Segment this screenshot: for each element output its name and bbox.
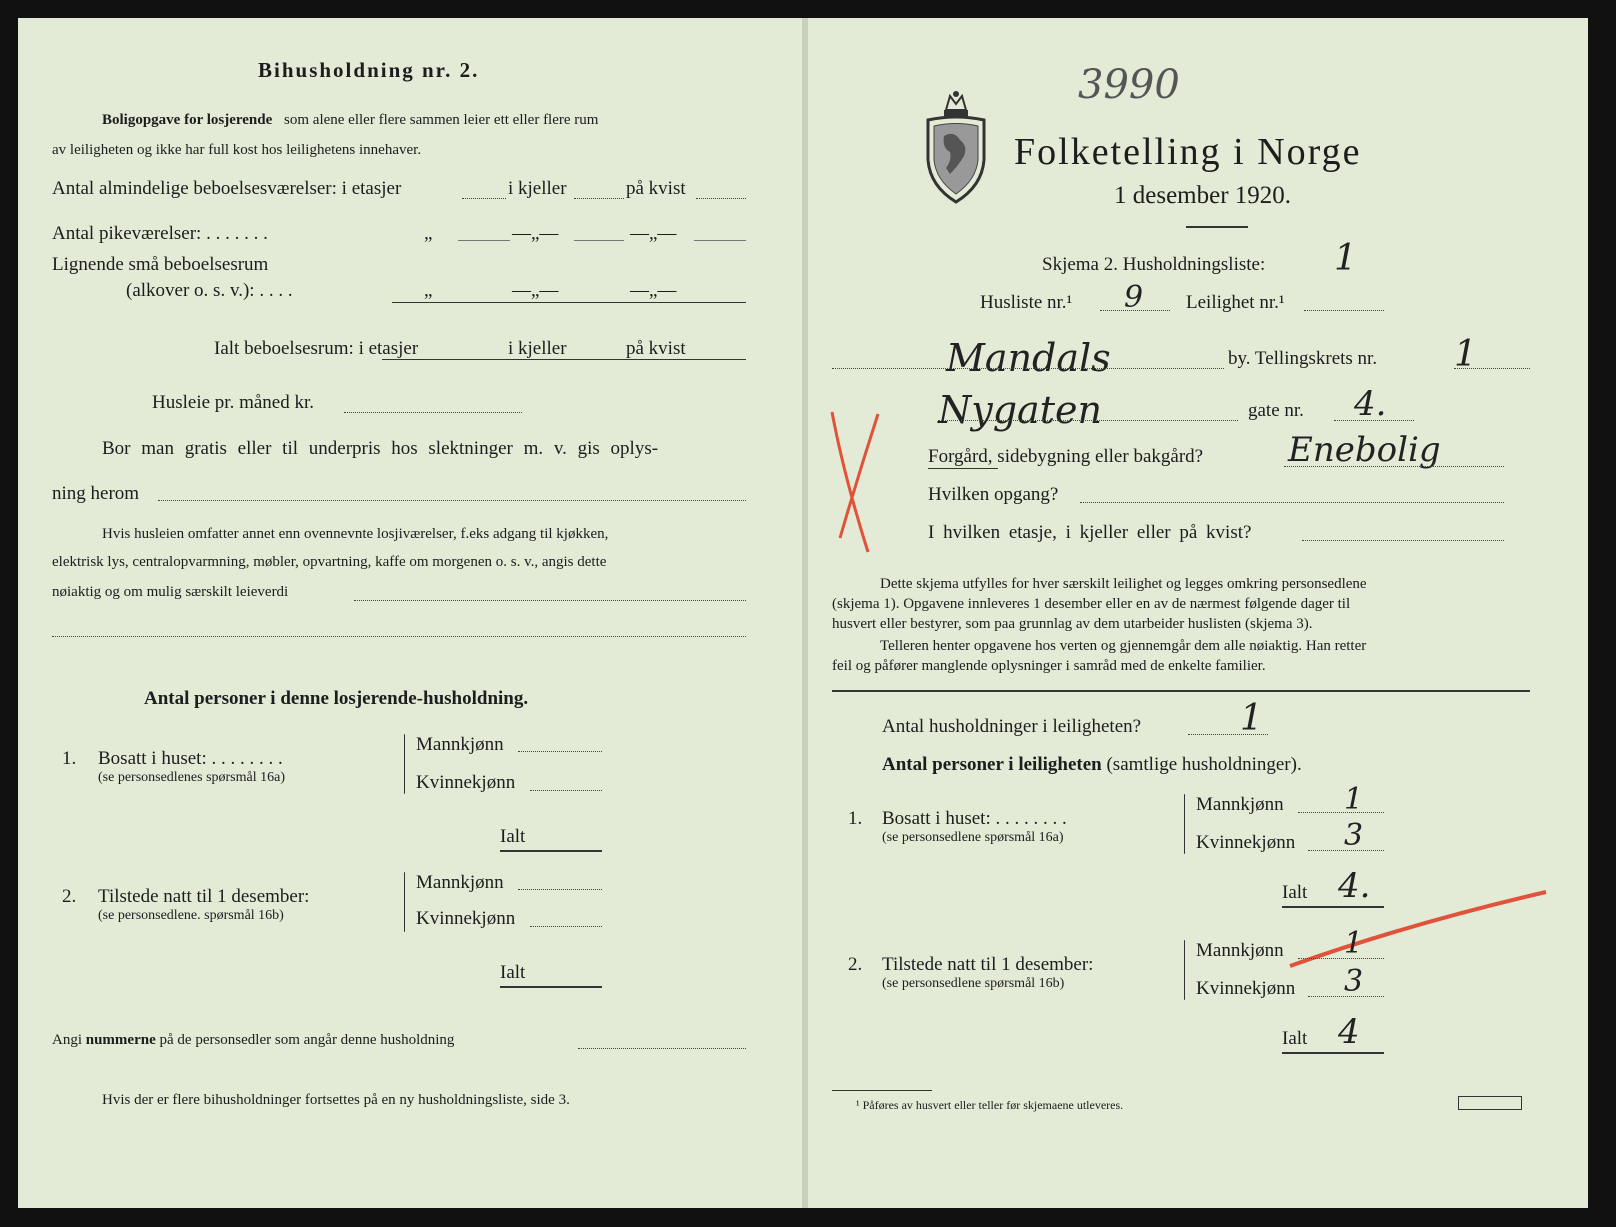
ialt-rooms-label: Ialt beboelsesrum: i etasjer bbox=[214, 338, 419, 359]
gate-value: 4. bbox=[1354, 384, 1387, 424]
husleie-label: Husleie pr. måned kr. bbox=[152, 392, 314, 413]
rooms-etasjer-field[interactable] bbox=[462, 198, 506, 199]
gratis-field[interactable] bbox=[158, 500, 746, 501]
small-line-2: elektrisk lys, centralopvarmning, møbler, opvartning, kaffe om morgenen o. s. v., angis dette bbox=[52, 554, 607, 570]
r-q2-ialt-field[interactable] bbox=[1282, 1052, 1384, 1054]
r-q1-number: 1. bbox=[848, 808, 863, 829]
intro-bold: Boligopgave for losjerende bbox=[102, 112, 273, 128]
persons-rest: (samtlige husholdninger). bbox=[1106, 754, 1302, 775]
skjema-value: 1 bbox=[1334, 238, 1357, 279]
right-date: 1 desember 1920. bbox=[1114, 182, 1292, 209]
intro-line-1 bbox=[102, 112, 598, 129]
left-footer: Hvis der er flere bihusholdninger fortsettes på en ny husholdningsliste, side 3. bbox=[102, 1092, 570, 1108]
q1-sub: (se personsedlenes spørsmål 16a) bbox=[98, 770, 286, 785]
instruction-line-1: Dette skjema utfylles for hver særskilt leilighet og legges omkring personsedlene bbox=[880, 576, 1367, 592]
r-q1-mann-label: Mannkjønn bbox=[1196, 794, 1284, 815]
persons-heading: Antal personer i denne losjerende-husholdning. bbox=[144, 688, 529, 709]
rooms-kvist-label: på kvist bbox=[626, 178, 686, 199]
gratis-line-2: ning herom bbox=[52, 483, 140, 504]
q1-kvinne-label: Kvinnekjønn bbox=[416, 772, 516, 793]
q2-ialt-label: Ialt bbox=[500, 962, 526, 983]
alkover-label: (alkover o. s. v.): . . . . bbox=[126, 280, 293, 301]
opgang-field[interactable] bbox=[1080, 502, 1504, 503]
left-page bbox=[18, 18, 802, 1208]
pike-field-3[interactable] bbox=[694, 240, 746, 241]
right-page bbox=[808, 18, 1588, 1208]
instruction-line-3: husvert eller bestyrer, som paa grunnlag av dem utarbeider huslisten (skjema 3). bbox=[832, 616, 1313, 632]
r-q1-sub: (se personsedlene spørsmål 16a) bbox=[882, 830, 1064, 845]
q1-ialt-field[interactable] bbox=[500, 850, 602, 852]
coat-of-arms-icon bbox=[920, 90, 992, 206]
alkover-ditto-2: —„— bbox=[512, 280, 559, 301]
instruction-divider bbox=[832, 690, 1530, 692]
forgard-value: Enebolig bbox=[1288, 430, 1441, 470]
angi-field[interactable] bbox=[578, 1048, 746, 1049]
husliste-value: 9 bbox=[1124, 280, 1144, 315]
q1-ialt-label: Ialt bbox=[500, 826, 526, 847]
rooms-label: Antal almindelige beboelsesværelser: i etasjer bbox=[52, 178, 402, 199]
instruction-line-4: Telleren henter opgavene hos verten og gjennemgår dem alle nøiaktig. Han retter bbox=[880, 638, 1367, 654]
city-value: Mandals bbox=[946, 336, 1111, 380]
persons-heading-right bbox=[882, 754, 1302, 776]
q1-brace bbox=[404, 734, 405, 794]
pike-field-1[interactable] bbox=[458, 240, 510, 241]
q2-number: 2. bbox=[62, 886, 77, 907]
angi-line bbox=[52, 1032, 454, 1049]
census-form-sheet bbox=[18, 18, 1588, 1208]
pike-ditto-2: —„— bbox=[512, 223, 559, 244]
pike-ditto-3: —„— bbox=[630, 223, 677, 244]
persons-bold: Antal personer i leiligheten bbox=[882, 754, 1102, 775]
left-title: Bihusholdning nr. 2. bbox=[258, 58, 480, 82]
intro-line-2: av leiligheten og ikke har full kost hos leilighetens innehaver. bbox=[52, 142, 422, 158]
footnote-rule bbox=[832, 1090, 932, 1091]
instruction-line-2: (skjema 1). Opgavene innleveres 1 desember eller en av de nærmest følgende dager til bbox=[832, 596, 1351, 612]
husliste-label: Husliste nr.¹ bbox=[980, 292, 1073, 313]
pike-label: Antal pikeværelser: . . . . . . . bbox=[52, 223, 268, 244]
alkover-ditto-3: —„— bbox=[630, 280, 677, 301]
q2-label: Tilstede natt til 1 desember: bbox=[98, 886, 310, 907]
hush-label: Antal husholdninger i leiligheten? bbox=[882, 716, 1142, 737]
forgard-label: Forgård, sidebygning eller bakgård? bbox=[928, 446, 1204, 467]
angi-pre: Angi bbox=[52, 1032, 82, 1048]
husleie-field[interactable] bbox=[344, 412, 522, 413]
leilighet-field[interactable] bbox=[1304, 310, 1384, 311]
krets-value: 1 bbox=[1454, 334, 1477, 375]
r-q2-kvinne-label: Kvinnekjønn bbox=[1196, 978, 1296, 999]
archive-number: 3990 bbox=[1078, 62, 1180, 108]
gate-field[interactable] bbox=[1334, 420, 1414, 421]
r-q2-ialt-label: Ialt bbox=[1282, 1028, 1308, 1049]
r-q2-ialt-value: 4 bbox=[1338, 1012, 1360, 1052]
alkover-field[interactable] bbox=[392, 302, 746, 303]
pike-ditto-1: „ bbox=[424, 223, 433, 244]
date-underline bbox=[1186, 226, 1248, 228]
r-q2-sub: (se personsedlene spørsmål 16b) bbox=[882, 976, 1065, 991]
gratis-line-1: Bor man gratis eller til underpris hos slektninger m. v. gis oplys- bbox=[102, 438, 659, 459]
right-title: Folketelling i Norge bbox=[1014, 131, 1362, 173]
r-q1-kvinne-label: Kvinnekjønn bbox=[1196, 832, 1296, 853]
etasje-field[interactable] bbox=[1302, 540, 1504, 541]
q2-brace bbox=[404, 872, 405, 932]
small-line-1: Hvis husleien omfatter annet enn ovennevnte losjiværelser, f.eks adgang til kjøkken, bbox=[102, 526, 609, 542]
angi-post: på de personsedler som angår denne husholdning bbox=[159, 1032, 455, 1048]
gate-label: gate nr. bbox=[1248, 400, 1304, 421]
q2-ialt-field[interactable] bbox=[500, 986, 602, 988]
skjema-label: Skjema 2. Husholdningsliste: bbox=[1042, 254, 1266, 275]
q1-label: Bosatt i huset: . . . . . . . . bbox=[98, 748, 283, 769]
alkover-ditto-1: „ bbox=[424, 280, 433, 301]
intro-rest-1: som alene eller flere sammen leier ett eller flere rum bbox=[284, 112, 599, 128]
city-field[interactable] bbox=[832, 368, 1224, 369]
r-q2-brace bbox=[1184, 940, 1185, 1000]
angi-bold: nummerne bbox=[85, 1032, 156, 1048]
pike-field-2[interactable] bbox=[574, 240, 624, 241]
r-q1-mann-value: 1 bbox=[1344, 782, 1364, 817]
small-line-3: nøiaktig og om mulig særskilt leieverdi bbox=[52, 584, 289, 600]
q1-mann-label: Mannkjønn bbox=[416, 734, 504, 755]
opgang-label: Hvilken opgang? bbox=[928, 484, 1059, 505]
q1-mann-field[interactable] bbox=[518, 751, 602, 752]
street-field[interactable] bbox=[938, 420, 1238, 421]
street-value: Nygaten bbox=[938, 388, 1102, 432]
red-pencil-x-mark bbox=[822, 406, 884, 556]
r-q1-kvinne-value: 3 bbox=[1344, 818, 1364, 853]
r-q2-mann-field[interactable] bbox=[1298, 958, 1384, 959]
hush-value: 1 bbox=[1240, 698, 1263, 739]
by-label: by. Tellingskrets nr. bbox=[1228, 348, 1378, 369]
footnote: ¹ Påføres av husvert eller teller før skjemaene utleveres. bbox=[856, 1098, 1124, 1112]
rooms-kvist-field[interactable] bbox=[696, 198, 746, 199]
r-q1-ialt-value: 4. bbox=[1338, 866, 1371, 906]
r-q2-mann-label: Mannkjønn bbox=[1196, 940, 1284, 961]
printer-stamp bbox=[1458, 1096, 1522, 1110]
r-q1-ialt-label: Ialt bbox=[1282, 882, 1308, 903]
q1-number: 1. bbox=[62, 748, 77, 769]
r-q2-number: 2. bbox=[848, 954, 863, 975]
leilighet-label: Leilighet nr.¹ bbox=[1186, 292, 1285, 313]
forgard-underline bbox=[928, 468, 998, 469]
q1-kvinne-field[interactable] bbox=[530, 790, 602, 791]
lignende-label: Lignende små beboelsesrum bbox=[52, 254, 269, 275]
q2-kvinne-label: Kvinnekjønn bbox=[416, 908, 516, 929]
krets-field[interactable] bbox=[1454, 368, 1530, 369]
leieverdi-field[interactable] bbox=[354, 600, 746, 601]
forgard-field[interactable] bbox=[1284, 466, 1504, 467]
q2-sub: (se personsedlene. spørsmål 16b) bbox=[98, 908, 284, 923]
ialt-kvist-label: på kvist bbox=[626, 338, 686, 359]
r-q1-brace bbox=[1184, 794, 1185, 854]
r-q2-kvinne-value: 3 bbox=[1344, 964, 1364, 999]
q2-kvinne-field[interactable] bbox=[530, 926, 602, 927]
leieverdi-field-2[interactable] bbox=[52, 636, 746, 637]
etasje-label: I hvilken etasje, i kjeller eller på kvist? bbox=[928, 522, 1252, 543]
r-q2-mann-value: 1 bbox=[1344, 926, 1364, 961]
q2-mann-field[interactable] bbox=[518, 889, 602, 890]
instruction-line-5: feil og påfører manglende oplysninger i samråd med de enkelte familier. bbox=[832, 658, 1266, 674]
rooms-kjeller-field[interactable] bbox=[574, 198, 624, 199]
r-q1-label: Bosatt i huset: . . . . . . . . bbox=[882, 808, 1067, 829]
rooms-kjeller-label: i kjeller bbox=[508, 178, 567, 199]
q2-mann-label: Mannkjønn bbox=[416, 872, 504, 893]
ialt-kjeller-label: i kjeller bbox=[508, 338, 567, 359]
r-q2-label: Tilstede natt til 1 desember: bbox=[882, 954, 1094, 975]
r-q1-mann-field[interactable] bbox=[1298, 812, 1384, 813]
